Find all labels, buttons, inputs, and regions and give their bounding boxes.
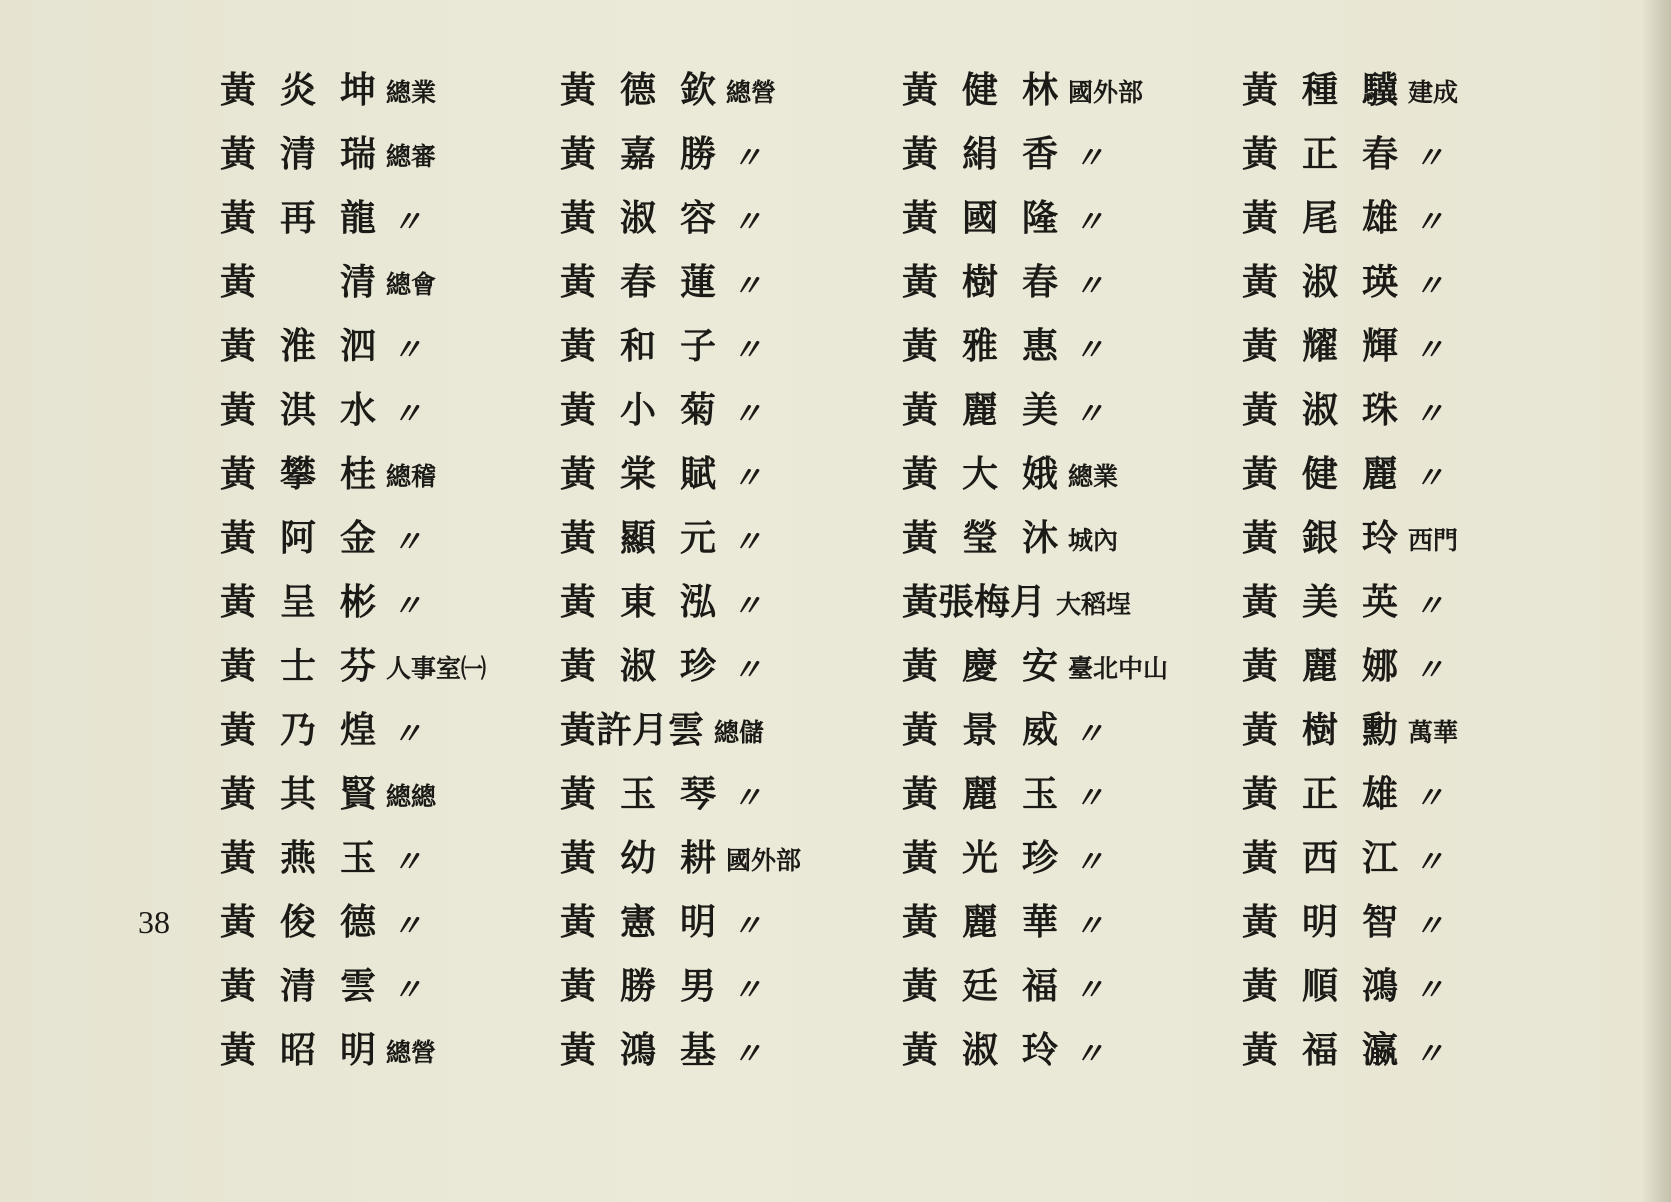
ditto-mark: 〃: [1414, 397, 1445, 432]
person-name: 黃淑珍: [560, 645, 741, 687]
name-entry: [220, 624, 486, 688]
person-name: 黃燕玉: [220, 837, 401, 879]
ditto-mark: 〃: [732, 589, 763, 624]
department-note: 國外部: [1068, 78, 1144, 107]
ditto-mark: 〃: [1414, 653, 1445, 688]
name-entry: [220, 688, 486, 752]
name-entry: [902, 304, 1168, 368]
name-entry: [902, 688, 1168, 752]
ditto-mark: 〃: [1074, 973, 1105, 1008]
ditto-mark: 〃: [1074, 781, 1105, 816]
ditto-mark: 〃: [1414, 141, 1445, 176]
ditto-mark: 〃: [1074, 333, 1105, 368]
name-entry: [1242, 816, 1458, 880]
person-name: 黃俊德: [220, 901, 401, 943]
person-name: 黃慶安: [902, 645, 1083, 687]
name-entry: [1242, 560, 1458, 624]
person-name: 黃大娥: [902, 453, 1083, 495]
ditto-mark: 〃: [392, 205, 423, 240]
ditto-mark: 〃: [392, 845, 423, 880]
page-number: 38: [138, 904, 170, 940]
ditto-mark: 〃: [732, 333, 763, 368]
person-name: 黃士芬: [220, 645, 401, 687]
name-entry: [220, 880, 486, 944]
name-entry: [1242, 752, 1458, 816]
department-note: 總會: [386, 270, 437, 299]
person-name: 黃清雲: [220, 965, 401, 1007]
person-name: 黃憲明: [560, 901, 741, 943]
person-name: 黃福瀛: [1242, 1029, 1423, 1071]
ditto-mark: 〃: [732, 909, 763, 944]
ditto-mark: 〃: [1074, 397, 1105, 432]
person-name: 黃景威: [902, 709, 1083, 751]
name-entry: [220, 48, 486, 112]
department-note: 總業: [1068, 462, 1119, 491]
person-name: 黃西江: [1242, 837, 1423, 879]
ditto-mark: 〃: [732, 141, 763, 176]
department-note: 臺北中山: [1068, 654, 1169, 683]
person-name: 黃和子: [560, 325, 741, 367]
person-name: 黃淮泗: [220, 325, 401, 367]
name-entry: [902, 496, 1168, 560]
person-name: 黃阿金: [220, 517, 401, 559]
name-entry: [902, 816, 1168, 880]
name-entry: [560, 304, 801, 368]
name-entry: [560, 1008, 801, 1072]
person-name: 黃明智: [1242, 901, 1423, 943]
person-name: 黃棠賦: [560, 453, 741, 495]
name-entry: [560, 880, 801, 944]
ditto-mark: 〃: [392, 525, 423, 560]
person-name: 黃銀玲: [1242, 517, 1423, 559]
ditto-mark: 〃: [732, 269, 763, 304]
person-name: 黃勝男: [560, 965, 741, 1007]
person-name: 黃廷福: [902, 965, 1083, 1007]
ditto-mark: 〃: [392, 333, 423, 368]
name-entry: [902, 560, 1168, 624]
ditto-mark: 〃: [732, 525, 763, 560]
person-name: 黃健麗: [1242, 453, 1423, 495]
name-entry: [1242, 880, 1458, 944]
person-name: 黃許月雲: [560, 709, 705, 751]
name-column-4: [1242, 48, 1458, 1072]
name-entry: [1242, 48, 1458, 112]
ditto-mark: 〃: [1074, 717, 1105, 752]
name-entry: [902, 944, 1168, 1008]
ditto-mark: 〃: [1074, 141, 1105, 176]
name-entry: [902, 368, 1168, 432]
department-note: 總業: [386, 78, 437, 107]
person-name: 黃美英: [1242, 581, 1423, 623]
name-entry: [1242, 496, 1458, 560]
person-name: 黃德欽: [560, 69, 741, 111]
name-entry: [220, 240, 486, 304]
name-entry: [902, 880, 1168, 944]
name-entry: [560, 240, 801, 304]
ditto-mark: 〃: [732, 461, 763, 496]
person-name: 黃昭明: [220, 1029, 401, 1071]
name-entry: [560, 48, 801, 112]
department-note: 城內: [1068, 526, 1119, 555]
person-name: 黃清瑞: [220, 133, 401, 175]
person-name: 黃顯元: [560, 517, 741, 559]
name-entry: [1242, 112, 1458, 176]
ditto-mark: 〃: [732, 781, 763, 816]
ditto-mark: 〃: [392, 397, 423, 432]
person-name: 黃樹勳: [1242, 709, 1423, 751]
ditto-mark: 〃: [1414, 1037, 1445, 1072]
name-entry: [560, 368, 801, 432]
person-name: 黃淑容: [560, 197, 741, 239]
ditto-mark: 〃: [1074, 1037, 1105, 1072]
person-name: 黃國隆: [902, 197, 1083, 239]
person-name: 黃乃煌: [220, 709, 401, 751]
ditto-mark: 〃: [1414, 589, 1445, 624]
department-note: 建成: [1408, 78, 1459, 107]
department-note: 萬華: [1408, 718, 1459, 747]
person-name: 黃絹香: [902, 133, 1083, 175]
ditto-mark: 〃: [1414, 845, 1445, 880]
department-note: 總營: [726, 78, 777, 107]
name-entry: [220, 368, 486, 432]
person-name: 黃春蓮: [560, 261, 741, 303]
ditto-mark: 〃: [732, 973, 763, 1008]
person-name: 黃麗玉: [902, 773, 1083, 815]
name-entry: [560, 560, 801, 624]
person-name: 黃東泓: [560, 581, 741, 623]
person-name: 黃種驥: [1242, 69, 1423, 111]
name-entry: [902, 624, 1168, 688]
ditto-mark: 〃: [732, 397, 763, 432]
person-name: 黃樹春: [902, 261, 1083, 303]
name-entry: [220, 304, 486, 368]
name-entry: [220, 112, 486, 176]
name-entry: [902, 240, 1168, 304]
person-name: 黃雅惠: [902, 325, 1083, 367]
ditto-mark: 〃: [1414, 461, 1445, 496]
name-entry: [560, 624, 801, 688]
person-name: 黃麗娜: [1242, 645, 1423, 687]
name-entry: [560, 752, 801, 816]
ditto-mark: 〃: [732, 653, 763, 688]
person-name: 黃尾雄: [1242, 197, 1423, 239]
department-note: 大稻埕: [1056, 590, 1132, 619]
name-entry: [220, 1008, 486, 1072]
name-entry: [220, 816, 486, 880]
ditto-mark: 〃: [1414, 973, 1445, 1008]
name-entry: [902, 752, 1168, 816]
person-name: 黃正雄: [1242, 773, 1423, 815]
name-entry: [902, 432, 1168, 496]
person-name: 黃麗華: [902, 901, 1083, 943]
name-entry: [1242, 624, 1458, 688]
ditto-mark: 〃: [1414, 205, 1445, 240]
person-name: 黃耀輝: [1242, 325, 1423, 367]
department-note: 總總: [386, 782, 437, 811]
name-entry: [220, 560, 486, 624]
name-entry: [902, 48, 1168, 112]
ditto-mark: 〃: [1074, 845, 1105, 880]
person-name: 黃淑瑛: [1242, 261, 1423, 303]
name-entry: [1242, 304, 1458, 368]
person-name: 黃順鴻: [1242, 965, 1423, 1007]
name-entry: [220, 176, 486, 240]
person-name: 黃張梅月: [902, 581, 1047, 623]
person-name: 黃幼耕: [560, 837, 741, 879]
name-entry: [220, 752, 486, 816]
ditto-mark: 〃: [1074, 909, 1105, 944]
department-note: 人事室㈠: [386, 654, 487, 683]
name-entry: [1242, 176, 1458, 240]
name-entry: [1242, 432, 1458, 496]
person-name: 黃 清: [220, 261, 401, 303]
name-entry: [560, 176, 801, 240]
person-name: 黃光珍: [902, 837, 1083, 879]
page-gutter-shadow: [1641, 0, 1671, 1202]
name-entry: [902, 112, 1168, 176]
name-entry: [1242, 368, 1458, 432]
department-note: 總儲: [714, 718, 765, 747]
name-entry: [1242, 688, 1458, 752]
name-entry: [902, 1008, 1168, 1072]
ditto-mark: 〃: [732, 205, 763, 240]
person-name: 黃瑩沐: [902, 517, 1083, 559]
ditto-mark: 〃: [392, 973, 423, 1008]
ditto-mark: 〃: [392, 589, 423, 624]
department-note: 西門: [1408, 526, 1459, 555]
name-entry: [560, 496, 801, 560]
name-entry: [560, 432, 801, 496]
person-name: 黃再龍: [220, 197, 401, 239]
ditto-mark: 〃: [1414, 781, 1445, 816]
name-entry: [220, 496, 486, 560]
ditto-mark: 〃: [392, 717, 423, 752]
name-entry: [902, 176, 1168, 240]
department-note: 總稽: [386, 462, 437, 491]
person-name: 黃淑玲: [902, 1029, 1083, 1071]
person-name: 黃小菊: [560, 389, 741, 431]
person-name: 黃鴻基: [560, 1029, 741, 1071]
name-entry: [1242, 944, 1458, 1008]
name-column-3: [902, 48, 1168, 1072]
person-name: 黃正春: [1242, 133, 1423, 175]
name-column-1: [220, 48, 486, 1072]
ditto-mark: 〃: [1074, 205, 1105, 240]
person-name: 黃麗美: [902, 389, 1083, 431]
name-entry: [1242, 1008, 1458, 1072]
department-note: 總營: [386, 1038, 437, 1067]
person-name: 黃健林: [902, 69, 1083, 111]
name-entry: [220, 944, 486, 1008]
name-column-2: [560, 48, 801, 1072]
person-name: 黃炎坤: [220, 69, 401, 111]
person-name: 黃淇水: [220, 389, 401, 431]
ditto-mark: 〃: [1414, 909, 1445, 944]
ditto-mark: 〃: [392, 909, 423, 944]
person-name: 黃攀桂: [220, 453, 401, 495]
department-note: 國外部: [726, 846, 802, 875]
ditto-mark: 〃: [1414, 333, 1445, 368]
person-name: 黃呈彬: [220, 581, 401, 623]
person-name: 黃玉琴: [560, 773, 741, 815]
person-name: 黃淑珠: [1242, 389, 1423, 431]
department-note: 總審: [386, 142, 437, 171]
name-entry: [220, 432, 486, 496]
person-name: 黃嘉勝: [560, 133, 741, 175]
name-entry: [560, 944, 801, 1008]
person-name: 黃其賢: [220, 773, 401, 815]
name-entry: [560, 112, 801, 176]
ditto-mark: 〃: [1414, 269, 1445, 304]
name-entry: [560, 688, 801, 752]
name-entry: [560, 816, 801, 880]
name-entry: [1242, 240, 1458, 304]
ditto-mark: 〃: [732, 1037, 763, 1072]
ditto-mark: 〃: [1074, 269, 1105, 304]
